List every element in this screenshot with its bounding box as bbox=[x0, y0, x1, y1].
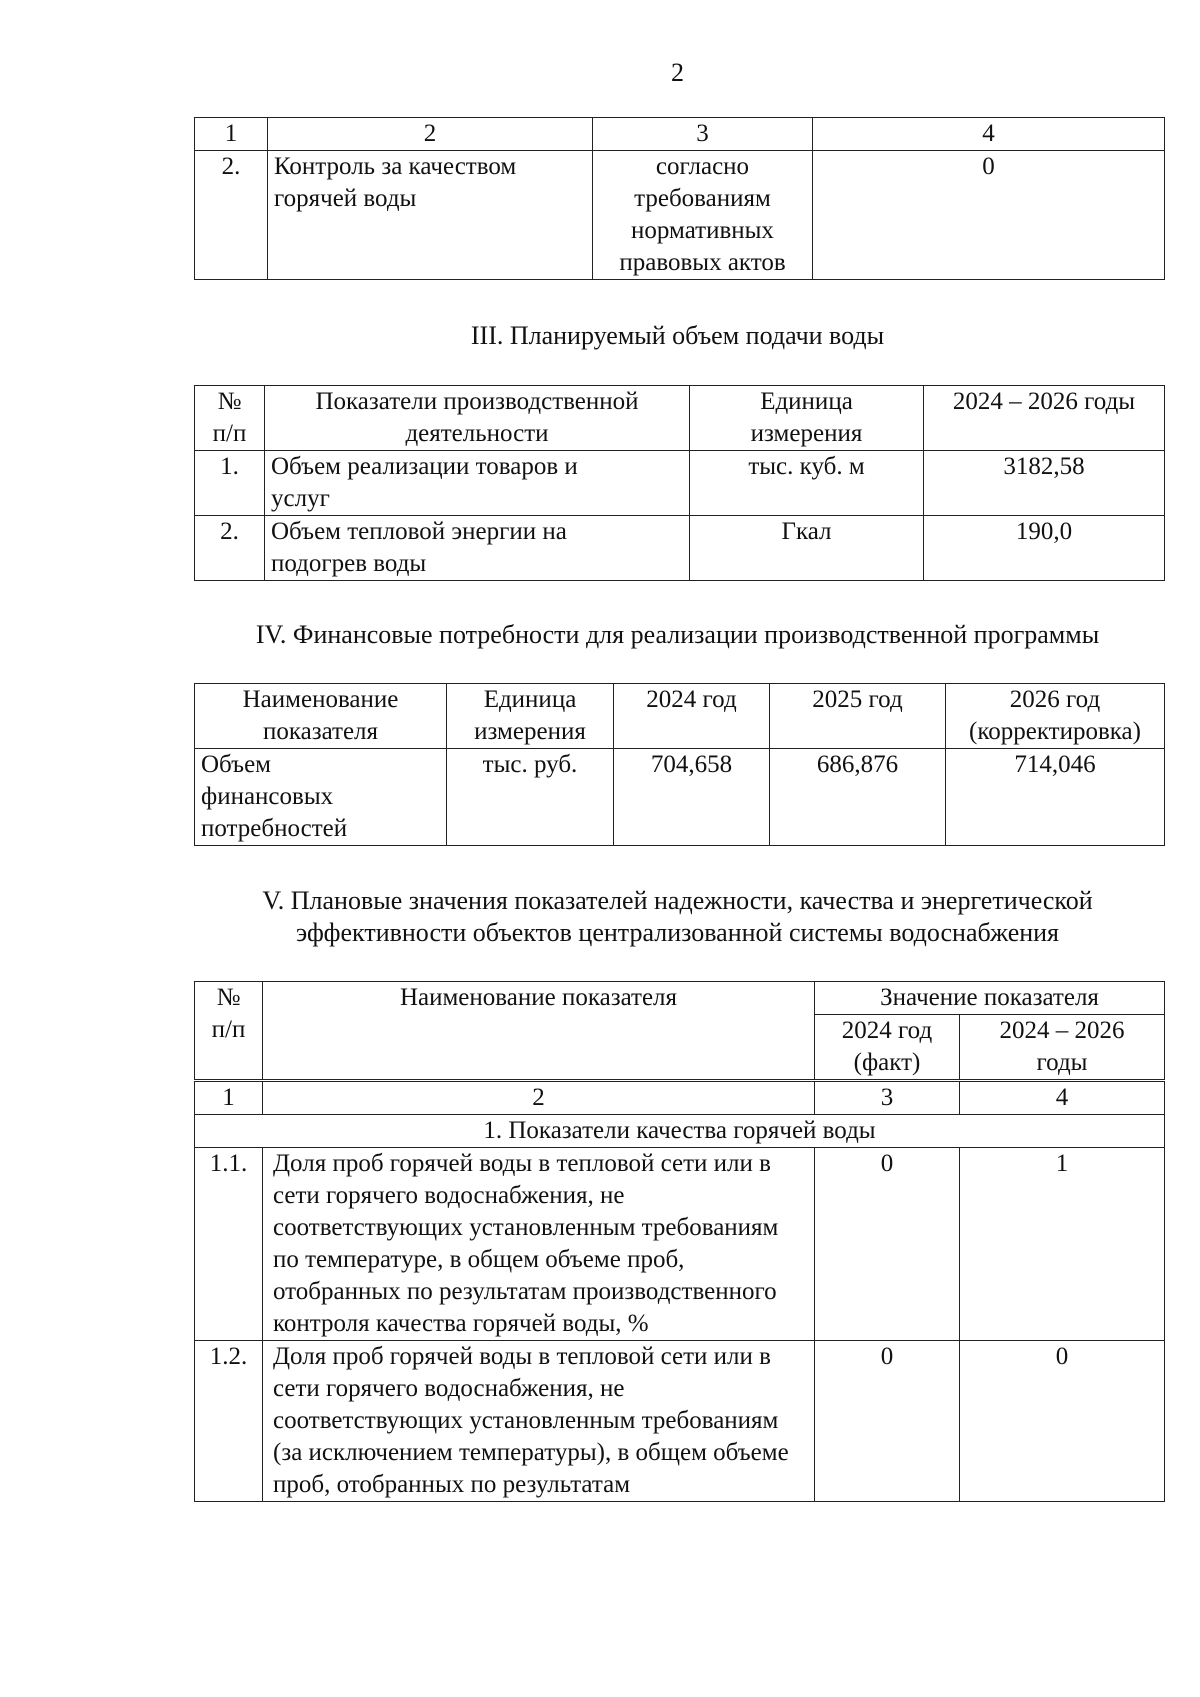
col-number-4: 4 bbox=[960, 1081, 1165, 1115]
row-plan: 0 bbox=[960, 1341, 1165, 1502]
table-header-row bbox=[195, 684, 1165, 749]
header-num: № п/п bbox=[195, 386, 265, 451]
table-row bbox=[195, 451, 1165, 516]
row-number: 1.1. bbox=[195, 1148, 263, 1341]
row-fact: 0 bbox=[815, 1148, 960, 1341]
col-number-4: 4 bbox=[813, 118, 1165, 151]
row-value: 0 bbox=[813, 151, 1165, 280]
row-number: 1. bbox=[195, 451, 265, 516]
water-supply-volume-table bbox=[194, 385, 1165, 581]
table-row bbox=[195, 1341, 1165, 1502]
row-name: Контроль за качеством горячей воды bbox=[268, 151, 593, 280]
row-number: 2. bbox=[195, 151, 268, 280]
row-name: Доля проб горячей воды в тепловой сети или в сети горячего водоснабжения, не соответствующих установленным требованиям (за исключением температуры), в общем объеме проб, отобранных по результатам bbox=[263, 1341, 815, 1502]
table-row bbox=[195, 749, 1165, 846]
section-5-title-line-1: V. Плановые значения показателей надежности, качества и энергетической bbox=[262, 886, 1093, 915]
col-number-2: 2 bbox=[263, 1081, 815, 1115]
row-indicator: Объем тепловой энергии на подогрев воды bbox=[265, 516, 690, 581]
row-fact: 0 bbox=[815, 1341, 960, 1502]
section-3-title: III. Планируемый объем подачи воды bbox=[470, 321, 885, 350]
reliability-indicators-table bbox=[194, 981, 1165, 1502]
header-unit: Единица измерения bbox=[690, 386, 924, 451]
col-number-1: 1 bbox=[195, 118, 268, 151]
row-indicator: Объем реализации товаров и услуг bbox=[265, 451, 690, 516]
col-number-2: 2 bbox=[268, 118, 593, 151]
header-name: Наименование показателя bbox=[263, 982, 815, 1081]
row-2026: 714,046 bbox=[946, 749, 1165, 846]
group-title-row bbox=[195, 1115, 1165, 1148]
header-value-group: Значение показателя bbox=[815, 982, 1165, 1015]
table-row bbox=[195, 151, 1165, 280]
header-unit: Единица измерения bbox=[447, 684, 614, 749]
header-2026: 2026 год (корректировка) bbox=[946, 684, 1165, 749]
financial-needs-table bbox=[194, 683, 1165, 846]
table-header-row bbox=[195, 386, 1165, 451]
header-2025: 2025 год bbox=[770, 684, 946, 749]
row-name: Объем финансовых потребностей bbox=[195, 749, 447, 846]
header-period: 2024 – 2026 годы bbox=[924, 386, 1165, 451]
header-num: № п/п bbox=[195, 982, 263, 1081]
row-unit: тыс. руб. bbox=[447, 749, 614, 846]
header-fact: 2024 год (факт) bbox=[815, 1015, 960, 1081]
row-value: 190,0 bbox=[924, 516, 1165, 581]
continuation-table bbox=[194, 117, 1165, 280]
column-numbers-row bbox=[195, 1081, 1165, 1115]
row-2025: 686,876 bbox=[770, 749, 946, 846]
header-2024: 2024 год bbox=[614, 684, 770, 749]
table-row bbox=[195, 1148, 1165, 1341]
row-2024: 704,658 bbox=[614, 749, 770, 846]
row-plan: 1 bbox=[960, 1148, 1165, 1341]
col-number-3: 3 bbox=[593, 118, 813, 151]
row-unit: Гкал bbox=[690, 516, 924, 581]
header-plan: 2024 – 2026 годы bbox=[960, 1015, 1165, 1081]
row-value: 3182,58 bbox=[924, 451, 1165, 516]
section-5-title-line-2: эффективности объектов централизованной системы водоснабжения bbox=[295, 918, 1060, 947]
section-4-title: IV. Финансовые потребности для реализации производственной программы bbox=[255, 620, 1100, 649]
table-header-row bbox=[195, 118, 1165, 151]
row-name: Доля проб горячей воды в тепловой сети или в сети горячего водоснабжения, не соответствующих установленным требованиям по температуре, в общем объеме проб, отобранных по результатам производственного контроля качества горячей воды, % bbox=[263, 1148, 815, 1341]
group-title: 1. Показатели качества горячей воды bbox=[195, 1115, 1165, 1148]
table-header-row bbox=[195, 982, 1165, 1015]
page-number: 2 bbox=[671, 58, 684, 87]
table-row bbox=[195, 516, 1165, 581]
row-basis: согласно требованиям нормативных правовых актов bbox=[593, 151, 813, 280]
row-unit: тыс. куб. м bbox=[690, 451, 924, 516]
row-number: 1.2. bbox=[195, 1341, 263, 1502]
col-number-1: 1 bbox=[195, 1081, 263, 1115]
header-name: Наименование показателя bbox=[195, 684, 447, 749]
col-number-3: 3 bbox=[815, 1081, 960, 1115]
header-indicator: Показатели производственной деятельности bbox=[265, 386, 690, 451]
row-number: 2. bbox=[195, 516, 265, 581]
